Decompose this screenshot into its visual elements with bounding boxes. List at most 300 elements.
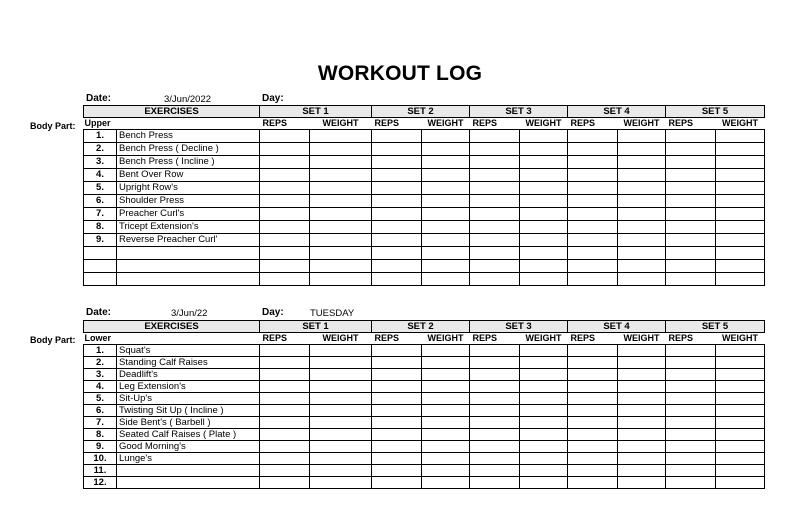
reps-cell[interactable] xyxy=(666,234,716,247)
table-row xyxy=(84,195,765,208)
weight-cell[interactable] xyxy=(716,143,765,156)
reps-cell[interactable] xyxy=(568,453,618,465)
weight-cell[interactable] xyxy=(422,381,470,393)
weight-cell[interactable] xyxy=(716,234,765,247)
weight-cell[interactable] xyxy=(618,453,666,465)
reps-cell[interactable] xyxy=(260,260,310,273)
weight-cell[interactable] xyxy=(520,195,568,208)
weight-cell[interactable] xyxy=(422,345,470,357)
weight-cell[interactable] xyxy=(716,208,765,221)
weight-cell[interactable] xyxy=(716,195,765,208)
weight-cell[interactable] xyxy=(618,465,666,477)
row-number xyxy=(84,260,117,273)
weight-cell[interactable] xyxy=(618,156,666,169)
reps-cell[interactable] xyxy=(470,208,520,221)
weight-cell[interactable] xyxy=(716,169,765,182)
exercise-cell[interactable] xyxy=(117,477,260,489)
reps-cell[interactable] xyxy=(470,234,520,247)
reps-cell[interactable] xyxy=(666,182,716,195)
reps-cell[interactable] xyxy=(260,357,310,369)
reps-cell[interactable] xyxy=(568,221,618,234)
table-row xyxy=(84,130,765,143)
reps-cell[interactable] xyxy=(372,477,422,489)
reps-cell[interactable] xyxy=(372,156,422,169)
exercise-cell[interactable]: Standing Calf Raises xyxy=(117,357,260,369)
reps-cell[interactable] xyxy=(470,221,520,234)
exercise-cell[interactable]: Shoulder Press xyxy=(117,195,260,208)
reps-cell[interactable] xyxy=(372,221,422,234)
reps-cell[interactable] xyxy=(260,169,310,182)
weight-cell[interactable] xyxy=(716,369,765,381)
reps-cell[interactable] xyxy=(372,234,422,247)
reps-cell[interactable] xyxy=(666,156,716,169)
weight-cell[interactable] xyxy=(520,221,568,234)
reps-cell[interactable] xyxy=(372,260,422,273)
weight-cell[interactable] xyxy=(520,260,568,273)
weight-cell[interactable] xyxy=(716,156,765,169)
weight-cell[interactable] xyxy=(520,357,568,369)
exercise-cell[interactable]: Seated Calf Raises ( Plate ) xyxy=(117,429,260,441)
weight-cell[interactable] xyxy=(422,182,470,195)
weight-cell[interactable] xyxy=(716,417,765,429)
weight-cell[interactable] xyxy=(310,429,372,441)
reps-cell[interactable] xyxy=(372,429,422,441)
weight-cell[interactable] xyxy=(310,273,372,286)
weight-cell[interactable] xyxy=(520,381,568,393)
reps-cell[interactable] xyxy=(568,130,618,143)
weight-cell[interactable] xyxy=(520,477,568,489)
weight-cell[interactable] xyxy=(310,208,372,221)
weight-cell[interactable] xyxy=(520,429,568,441)
date-value[interactable]: 3/Jun/2022 xyxy=(164,94,212,105)
reps-cell[interactable] xyxy=(470,182,520,195)
weight-cell[interactable] xyxy=(618,393,666,405)
reps-cell[interactable] xyxy=(666,143,716,156)
exercise-cell[interactable]: Twisting Sit Up ( Incline ) xyxy=(117,405,260,417)
reps-cell[interactable] xyxy=(372,453,422,465)
reps-cell[interactable] xyxy=(666,477,716,489)
reps-cell[interactable] xyxy=(260,405,310,417)
reps-cell[interactable] xyxy=(260,441,310,453)
row-number: 5. xyxy=(84,393,117,405)
weight-cell[interactable] xyxy=(520,441,568,453)
weight-cell[interactable] xyxy=(618,357,666,369)
reps-cell[interactable] xyxy=(470,393,520,405)
weight-cell[interactable] xyxy=(520,234,568,247)
weight-cell[interactable] xyxy=(716,429,765,441)
row-number: 1. xyxy=(84,345,117,357)
reps-cell[interactable] xyxy=(470,143,520,156)
weight-cell[interactable] xyxy=(310,221,372,234)
weight-cell[interactable] xyxy=(310,247,372,260)
reps-cell[interactable] xyxy=(666,247,716,260)
reps-cell[interactable] xyxy=(568,381,618,393)
weight-cell[interactable] xyxy=(310,234,372,247)
weight-cell[interactable] xyxy=(618,417,666,429)
reps-cell[interactable] xyxy=(666,130,716,143)
weight-cell[interactable] xyxy=(422,405,470,417)
reps-cell[interactable] xyxy=(568,156,618,169)
reps-cell[interactable] xyxy=(568,143,618,156)
reps-cell[interactable] xyxy=(666,208,716,221)
weight-cell[interactable] xyxy=(422,393,470,405)
weight-cell[interactable] xyxy=(618,405,666,417)
weight-cell[interactable] xyxy=(422,234,470,247)
exercise-cell[interactable]: Tricept Extension's xyxy=(117,221,260,234)
reps-cell[interactable] xyxy=(372,417,422,429)
weight-cell[interactable] xyxy=(716,221,765,234)
exercise-cell[interactable]: Lunge's xyxy=(117,453,260,465)
reps-column-header: REPS xyxy=(260,333,310,345)
reps-cell[interactable] xyxy=(470,405,520,417)
reps-cell[interactable] xyxy=(470,369,520,381)
weight-cell[interactable] xyxy=(716,453,765,465)
reps-cell[interactable] xyxy=(666,393,716,405)
exercise-cell[interactable] xyxy=(117,465,260,477)
weight-cell[interactable] xyxy=(618,208,666,221)
reps-cell[interactable] xyxy=(470,465,520,477)
reps-cell[interactable] xyxy=(666,441,716,453)
reps-column-header: REPS xyxy=(470,333,520,345)
weight-cell[interactable] xyxy=(618,381,666,393)
weight-cell[interactable] xyxy=(618,345,666,357)
weight-cell[interactable] xyxy=(422,221,470,234)
reps-cell[interactable] xyxy=(470,357,520,369)
day-label: Day: xyxy=(262,93,284,104)
exercise-cell[interactable]: Sit-Up's xyxy=(117,393,260,405)
reps-cell[interactable] xyxy=(372,273,422,286)
reps-cell[interactable] xyxy=(470,381,520,393)
reps-cell[interactable] xyxy=(666,169,716,182)
reps-cell[interactable] xyxy=(666,260,716,273)
table-row xyxy=(84,345,765,357)
row-number: 10. xyxy=(84,453,117,465)
exercise-cell[interactable]: Bench Press ( Incline ) xyxy=(117,156,260,169)
reps-cell[interactable] xyxy=(260,417,310,429)
reps-cell[interactable] xyxy=(372,393,422,405)
weight-cell[interactable] xyxy=(618,130,666,143)
reps-cell[interactable] xyxy=(568,369,618,381)
reps-cell[interactable] xyxy=(568,345,618,357)
row-number: 8. xyxy=(84,429,117,441)
reps-cell[interactable] xyxy=(568,429,618,441)
weight-cell[interactable] xyxy=(310,393,372,405)
reps-cell[interactable] xyxy=(470,169,520,182)
date-label: Date: xyxy=(86,307,112,318)
reps-cell[interactable] xyxy=(470,130,520,143)
weight-cell[interactable] xyxy=(520,273,568,286)
reps-cell[interactable] xyxy=(666,405,716,417)
set-header: SET 5 xyxy=(666,321,765,333)
weight-cell[interactable] xyxy=(618,273,666,286)
weight-cell[interactable] xyxy=(310,381,372,393)
day-value[interactable]: TUESDAY xyxy=(310,308,355,319)
weight-cell[interactable] xyxy=(716,273,765,286)
weight-cell[interactable] xyxy=(618,195,666,208)
reps-cell[interactable] xyxy=(568,417,618,429)
reps-cell[interactable] xyxy=(568,405,618,417)
exercise-cell[interactable]: Leg Extension's xyxy=(117,381,260,393)
reps-cell[interactable] xyxy=(666,195,716,208)
weight-cell[interactable] xyxy=(422,195,470,208)
weight-cell[interactable] xyxy=(422,369,470,381)
weight-cell[interactable] xyxy=(520,369,568,381)
exercise-cell[interactable] xyxy=(117,247,260,260)
reps-cell[interactable] xyxy=(666,465,716,477)
reps-column-header: REPS xyxy=(666,333,716,345)
reps-cell[interactable] xyxy=(470,345,520,357)
reps-cell[interactable] xyxy=(666,369,716,381)
weight-column-header: WEIGHT xyxy=(618,118,666,130)
weight-cell[interactable] xyxy=(310,417,372,429)
reps-cell[interactable] xyxy=(260,247,310,260)
reps-cell[interactable] xyxy=(260,273,310,286)
exercises-header: EXERCISES xyxy=(84,321,260,333)
reps-cell[interactable] xyxy=(470,453,520,465)
weight-cell[interactable] xyxy=(520,453,568,465)
reps-cell[interactable] xyxy=(666,381,716,393)
reps-cell[interactable] xyxy=(568,195,618,208)
weight-cell[interactable] xyxy=(520,208,568,221)
weight-cell[interactable] xyxy=(422,156,470,169)
reps-cell[interactable] xyxy=(568,441,618,453)
reps-cell[interactable] xyxy=(260,130,310,143)
weight-cell[interactable] xyxy=(520,247,568,260)
weight-cell[interactable] xyxy=(310,465,372,477)
weight-cell[interactable] xyxy=(618,429,666,441)
weight-cell[interactable] xyxy=(618,182,666,195)
reps-cell[interactable] xyxy=(470,441,520,453)
reps-cell[interactable] xyxy=(372,247,422,260)
reps-cell[interactable] xyxy=(666,357,716,369)
weight-cell[interactable] xyxy=(520,465,568,477)
weight-cell[interactable] xyxy=(422,477,470,489)
reps-cell[interactable] xyxy=(568,182,618,195)
weight-cell[interactable] xyxy=(716,405,765,417)
weight-cell[interactable] xyxy=(310,477,372,489)
weight-cell[interactable] xyxy=(716,381,765,393)
reps-cell[interactable] xyxy=(666,273,716,286)
weight-cell[interactable] xyxy=(310,182,372,195)
weight-cell[interactable] xyxy=(716,260,765,273)
reps-cell[interactable] xyxy=(568,477,618,489)
exercise-cell[interactable]: Upright Row's xyxy=(117,182,260,195)
reps-column-header: REPS xyxy=(260,118,310,130)
weight-cell[interactable] xyxy=(422,441,470,453)
weight-cell[interactable] xyxy=(618,477,666,489)
weight-cell[interactable] xyxy=(310,453,372,465)
reps-cell[interactable] xyxy=(260,156,310,169)
exercise-cell[interactable]: Squat's xyxy=(117,345,260,357)
reps-cell[interactable] xyxy=(568,260,618,273)
reps-cell[interactable] xyxy=(470,417,520,429)
reps-cell[interactable] xyxy=(372,169,422,182)
set-header: SET 3 xyxy=(470,106,568,118)
weight-cell[interactable] xyxy=(618,169,666,182)
reps-cell[interactable] xyxy=(568,273,618,286)
weight-cell[interactable] xyxy=(310,130,372,143)
reps-cell[interactable] xyxy=(470,260,520,273)
body-part-label: Body Part: xyxy=(30,335,76,345)
weight-cell[interactable] xyxy=(310,156,372,169)
reps-cell[interactable] xyxy=(372,130,422,143)
reps-cell[interactable] xyxy=(666,345,716,357)
weight-cell[interactable] xyxy=(310,143,372,156)
reps-cell[interactable] xyxy=(372,345,422,357)
exercise-cell[interactable] xyxy=(117,260,260,273)
weight-cell[interactable] xyxy=(422,208,470,221)
weight-cell[interactable] xyxy=(422,130,470,143)
weight-cell[interactable] xyxy=(618,260,666,273)
reps-cell[interactable] xyxy=(372,381,422,393)
reps-cell[interactable] xyxy=(372,195,422,208)
weight-cell[interactable] xyxy=(422,465,470,477)
weight-cell[interactable] xyxy=(618,234,666,247)
table-row xyxy=(84,429,765,441)
exercise-cell[interactable]: Bench Press ( Decline ) xyxy=(117,143,260,156)
reps-cell[interactable] xyxy=(260,393,310,405)
reps-cell[interactable] xyxy=(260,221,310,234)
reps-cell[interactable] xyxy=(470,477,520,489)
reps-cell[interactable] xyxy=(260,369,310,381)
weight-cell[interactable] xyxy=(716,441,765,453)
date-value[interactable]: 3/Jun/22 xyxy=(171,308,208,319)
reps-cell[interactable] xyxy=(372,357,422,369)
reps-cell[interactable] xyxy=(260,195,310,208)
weight-cell[interactable] xyxy=(716,247,765,260)
exercise-cell[interactable]: Good Morning's xyxy=(117,441,260,453)
weight-cell[interactable] xyxy=(422,247,470,260)
weight-cell[interactable] xyxy=(716,130,765,143)
weight-cell[interactable] xyxy=(520,405,568,417)
table-row xyxy=(84,260,765,273)
reps-cell[interactable] xyxy=(372,465,422,477)
reps-cell[interactable] xyxy=(260,143,310,156)
reps-cell[interactable] xyxy=(568,169,618,182)
weight-cell[interactable] xyxy=(618,221,666,234)
reps-cell[interactable] xyxy=(372,182,422,195)
reps-cell[interactable] xyxy=(470,273,520,286)
weight-column-header: WEIGHT xyxy=(716,118,765,130)
reps-cell[interactable] xyxy=(260,477,310,489)
reps-cell[interactable] xyxy=(260,345,310,357)
reps-cell[interactable] xyxy=(372,405,422,417)
weight-cell[interactable] xyxy=(310,441,372,453)
reps-cell[interactable] xyxy=(568,393,618,405)
weight-cell[interactable] xyxy=(716,393,765,405)
weight-cell[interactable] xyxy=(716,477,765,489)
weight-cell[interactable] xyxy=(716,345,765,357)
weight-cell[interactable] xyxy=(618,441,666,453)
weight-cell[interactable] xyxy=(310,405,372,417)
weight-cell[interactable] xyxy=(520,345,568,357)
weight-cell[interactable] xyxy=(618,369,666,381)
reps-column-header: REPS xyxy=(372,118,422,130)
reps-cell[interactable] xyxy=(666,453,716,465)
table-row xyxy=(84,143,765,156)
weight-cell[interactable] xyxy=(310,260,372,273)
body-part-value[interactable]: Lower xyxy=(84,333,260,345)
weight-cell[interactable] xyxy=(422,453,470,465)
exercise-cell[interactable]: Bench Press xyxy=(117,130,260,143)
reps-cell[interactable] xyxy=(470,429,520,441)
weight-cell[interactable] xyxy=(716,182,765,195)
reps-cell[interactable] xyxy=(666,417,716,429)
row-number: 5. xyxy=(84,182,117,195)
weight-cell[interactable] xyxy=(520,417,568,429)
reps-cell[interactable] xyxy=(568,234,618,247)
table-row xyxy=(84,477,765,489)
table-row xyxy=(84,381,765,393)
exercise-cell[interactable]: Bent Over Row xyxy=(117,169,260,182)
reps-cell[interactable] xyxy=(260,208,310,221)
reps-cell[interactable] xyxy=(470,156,520,169)
reps-cell[interactable] xyxy=(568,247,618,260)
reps-cell[interactable] xyxy=(260,182,310,195)
exercise-cell[interactable]: Side Bent's ( Barbell ) xyxy=(117,417,260,429)
weight-cell[interactable] xyxy=(520,156,568,169)
weight-cell[interactable] xyxy=(422,143,470,156)
reps-cell[interactable] xyxy=(260,453,310,465)
weight-cell[interactable] xyxy=(520,182,568,195)
weight-cell[interactable] xyxy=(422,417,470,429)
reps-cell[interactable] xyxy=(568,208,618,221)
reps-cell[interactable] xyxy=(470,247,520,260)
exercise-cell[interactable]: Deadlift's xyxy=(117,369,260,381)
weight-cell[interactable] xyxy=(422,260,470,273)
reps-cell[interactable] xyxy=(372,208,422,221)
weight-cell[interactable] xyxy=(422,273,470,286)
reps-cell[interactable] xyxy=(260,465,310,477)
weight-cell[interactable] xyxy=(310,357,372,369)
weight-cell[interactable] xyxy=(422,429,470,441)
reps-cell[interactable] xyxy=(372,441,422,453)
weight-cell[interactable] xyxy=(422,357,470,369)
reps-cell[interactable] xyxy=(260,381,310,393)
body-part-value[interactable]: Upper xyxy=(84,118,260,130)
reps-cell[interactable] xyxy=(568,357,618,369)
exercise-cell[interactable] xyxy=(117,273,260,286)
weight-cell[interactable] xyxy=(520,130,568,143)
weight-cell[interactable] xyxy=(716,465,765,477)
weight-cell[interactable] xyxy=(520,169,568,182)
weight-cell[interactable] xyxy=(520,143,568,156)
weight-cell[interactable] xyxy=(716,357,765,369)
reps-cell[interactable] xyxy=(260,429,310,441)
weight-cell[interactable] xyxy=(310,345,372,357)
weight-cell[interactable] xyxy=(520,393,568,405)
row-number: 8. xyxy=(84,221,117,234)
exercise-cell[interactable]: Preacher Curl's xyxy=(117,208,260,221)
weight-cell[interactable] xyxy=(310,369,372,381)
weight-cell[interactable] xyxy=(310,195,372,208)
reps-cell[interactable] xyxy=(666,429,716,441)
row-number: 3. xyxy=(84,369,117,381)
exercise-cell[interactable]: Reverse Preacher Curl' xyxy=(117,234,260,247)
table-row xyxy=(84,417,765,429)
reps-cell[interactable] xyxy=(372,369,422,381)
reps-cell[interactable] xyxy=(666,221,716,234)
weight-column-header: WEIGHT xyxy=(716,333,765,345)
weight-cell[interactable] xyxy=(618,143,666,156)
reps-cell[interactable] xyxy=(260,234,310,247)
weight-cell[interactable] xyxy=(618,247,666,260)
weight-cell[interactable] xyxy=(310,169,372,182)
reps-cell[interactable] xyxy=(470,195,520,208)
reps-cell[interactable] xyxy=(568,465,618,477)
weight-cell[interactable] xyxy=(422,169,470,182)
reps-cell[interactable] xyxy=(372,143,422,156)
